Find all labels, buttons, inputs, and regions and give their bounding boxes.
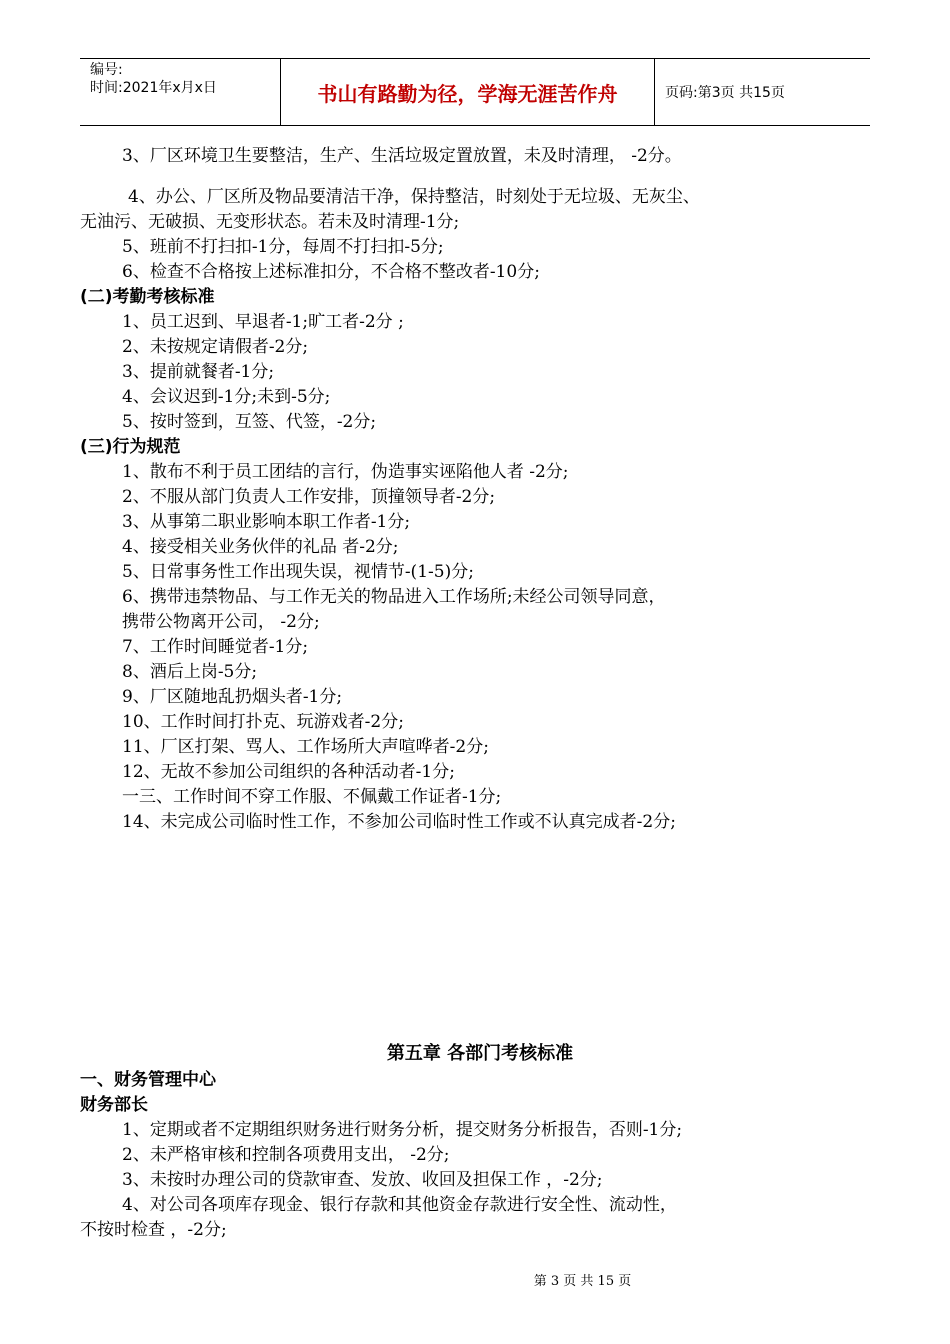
list-item: 10、工作时间打扑克、玩游戏者-2分;	[122, 712, 404, 732]
section-title: (三)行为规范	[80, 437, 181, 457]
header-meta	[80, 59, 281, 125]
list-item: 1、定期或者不定期组织财务进行财务分析，提交财务分析报告，否则-1分;	[122, 1120, 683, 1140]
dept-title: 一、财务管理中心	[80, 1070, 216, 1090]
list-item: 2、未严格审核和控制各项费用支出， -2分;	[122, 1145, 450, 1165]
list-item: 12、无故不参加公司组织的各种活动者-1分;	[122, 762, 455, 782]
section-title: (二)考勤考核标准	[80, 287, 215, 307]
env-item: 4、办公、厂区所及物品要清洁干净，保持整洁，时刻处于无垃圾、无灰尘、	[128, 187, 700, 207]
role-title: 财务部长	[80, 1095, 148, 1115]
list-item-cont: 不按时检查 ，-2分;	[80, 1220, 227, 1240]
page-header	[80, 58, 870, 126]
header-page-info: 页码:第3页 共15页	[665, 85, 785, 101]
env-item: 3、厂区环境卫生要整洁，生产、生活垃圾定置放置，未及时清理， -2分。	[122, 146, 682, 166]
list-item: 9、厂区随地乱扔烟头者-1分;	[122, 687, 343, 707]
list-item: 4、对公司各项库存现金、银行存款和其他资金存款进行安全性、流动性，	[122, 1195, 677, 1215]
list-item: 14、未完成公司临时性工作，不参加公司临时性工作或不认真完成者-2分;	[122, 812, 676, 832]
list-item: 一三、工作时间不穿工作服、不佩戴工作证者-1分;	[122, 787, 502, 807]
env-item: 6、检查不合格按上述标准扣分，不合格不整改者-10分;	[122, 262, 540, 282]
list-item: 8、酒后上岗-5分;	[122, 662, 258, 682]
env-item: 5、班前不打扫扣-1分，每周不打扫扣-5分;	[122, 237, 444, 257]
time-label: 时间:2021年x月x日	[90, 80, 217, 96]
list-item: 3、提前就餐者-1分;	[122, 362, 275, 382]
list-item: 2、未按规定请假者-2分;	[122, 337, 309, 357]
list-item: 4、会议迟到-1分;未到-5分;	[122, 387, 331, 407]
serial-label: 编号:	[90, 62, 123, 78]
document-body	[80, 144, 880, 1243]
list-item: 1、员工迟到、早退者-1;旷工者-2分 ;	[122, 312, 404, 332]
page-footer: 第 3 页 共 15 页	[533, 1274, 632, 1289]
list-item: 11、厂区打架、骂人、工作场所大声喧哗者-2分;	[122, 737, 489, 757]
list-item: 7、工作时间睡觉者-1分;	[122, 637, 309, 657]
list-item: 4、接受相关业务伙伴的礼品 者-2分;	[122, 537, 399, 557]
list-item: 3、未按时办理公司的贷款审查、发放、收回及担保工作 ，-2分;	[122, 1170, 603, 1190]
env-item-cont: 无油污、无破损、无变形状态。若未及时清理-1分;	[80, 212, 460, 232]
list-item-cont: 携带公物离开公司， -2分;	[122, 612, 320, 632]
list-item: 3、从事第二职业影响本职工作者-1分;	[122, 512, 411, 532]
list-item: 5、按时签到，互签、代签，-2分;	[122, 412, 377, 432]
list-item: 6、携带违禁物品、与工作无关的物品进入工作场所;未经公司领导同意，	[122, 587, 666, 607]
list-item: 1、散布不利于员工团结的言行，伪造事实诬陷他人者 -2分;	[122, 462, 569, 482]
list-item: 5、日常事务性工作出现失误，视情节-(1-5)分;	[122, 562, 474, 582]
chapter-title: 第五章 各部门考核标准	[386, 1043, 574, 1064]
list-item: 2、不服从部门负责人工作安排，顶撞领导者-2分;	[122, 487, 496, 507]
header-motto: 书山有路勤为径，学海无涯苦作舟	[281, 59, 655, 125]
